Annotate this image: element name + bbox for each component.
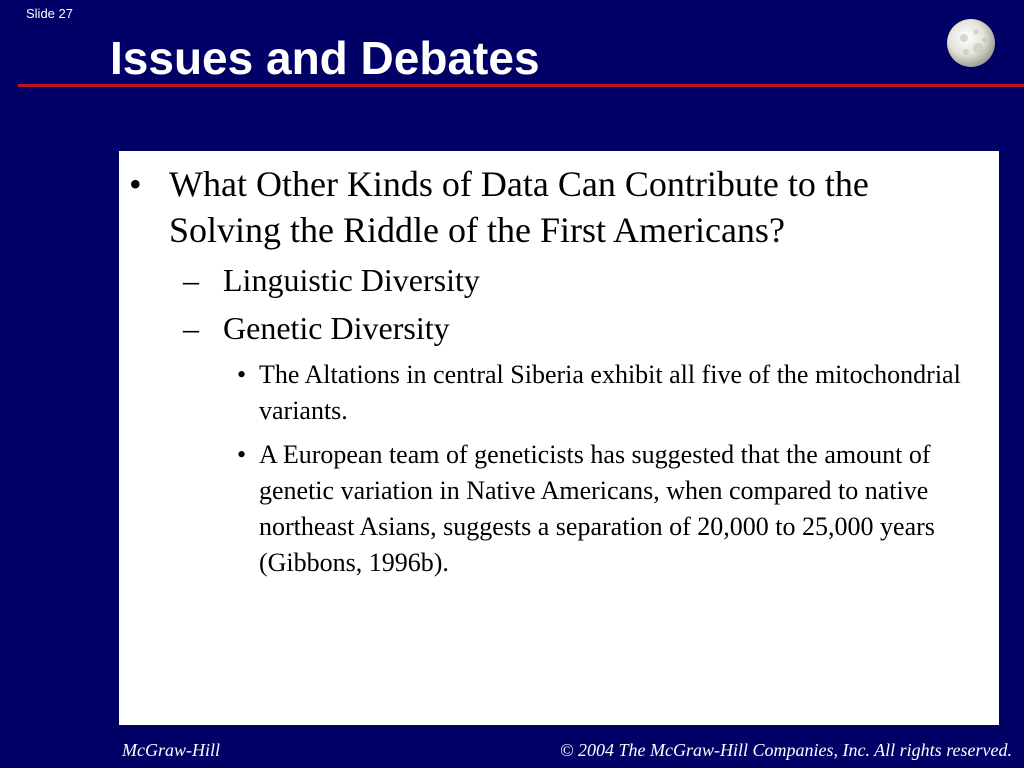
main-bullet-item [129, 161, 987, 253]
moon-icon [946, 18, 996, 68]
title-divider [18, 84, 1024, 87]
slide-number: Slide 27 [26, 6, 73, 21]
footer-copyright: © 2004 The McGraw-Hill Companies, Inc. All rights reserved. [559, 740, 1012, 760]
main-bullet-text: What Other Kinds of Data Can Contribute to the Solving the Riddle of the First Americans? [169, 164, 869, 250]
sub-point-item [129, 259, 987, 301]
bullet-marker: • [237, 360, 247, 389]
sub-sub-point-item [129, 357, 987, 429]
sub-sub-point-text: A European team of geneticists has suggested that the amount of genetic variation in Native Americans, when compared to native northeast Asians, suggests a separation of 20,000 to 25,000 years (Gibbons, 1996b). [259, 440, 935, 577]
content-box [119, 151, 999, 725]
sub-point-text: Linguistic Diversity [223, 262, 480, 298]
sub-point-item [129, 307, 987, 349]
sub-point-text: Genetic Diversity [223, 310, 450, 346]
sub-sub-point-text: The Altations in central Siberia exhibit all five of the mitochondrial variants. [259, 360, 961, 425]
footer-publisher: McGraw-Hill [122, 740, 220, 760]
dash-marker: – [183, 262, 199, 298]
dash-marker: – [183, 310, 199, 346]
bullet-marker: • [129, 164, 142, 204]
bullet-marker: • [237, 440, 247, 469]
slide-title: Issues and Debates [110, 32, 540, 84]
sub-sub-point-item [129, 437, 987, 581]
